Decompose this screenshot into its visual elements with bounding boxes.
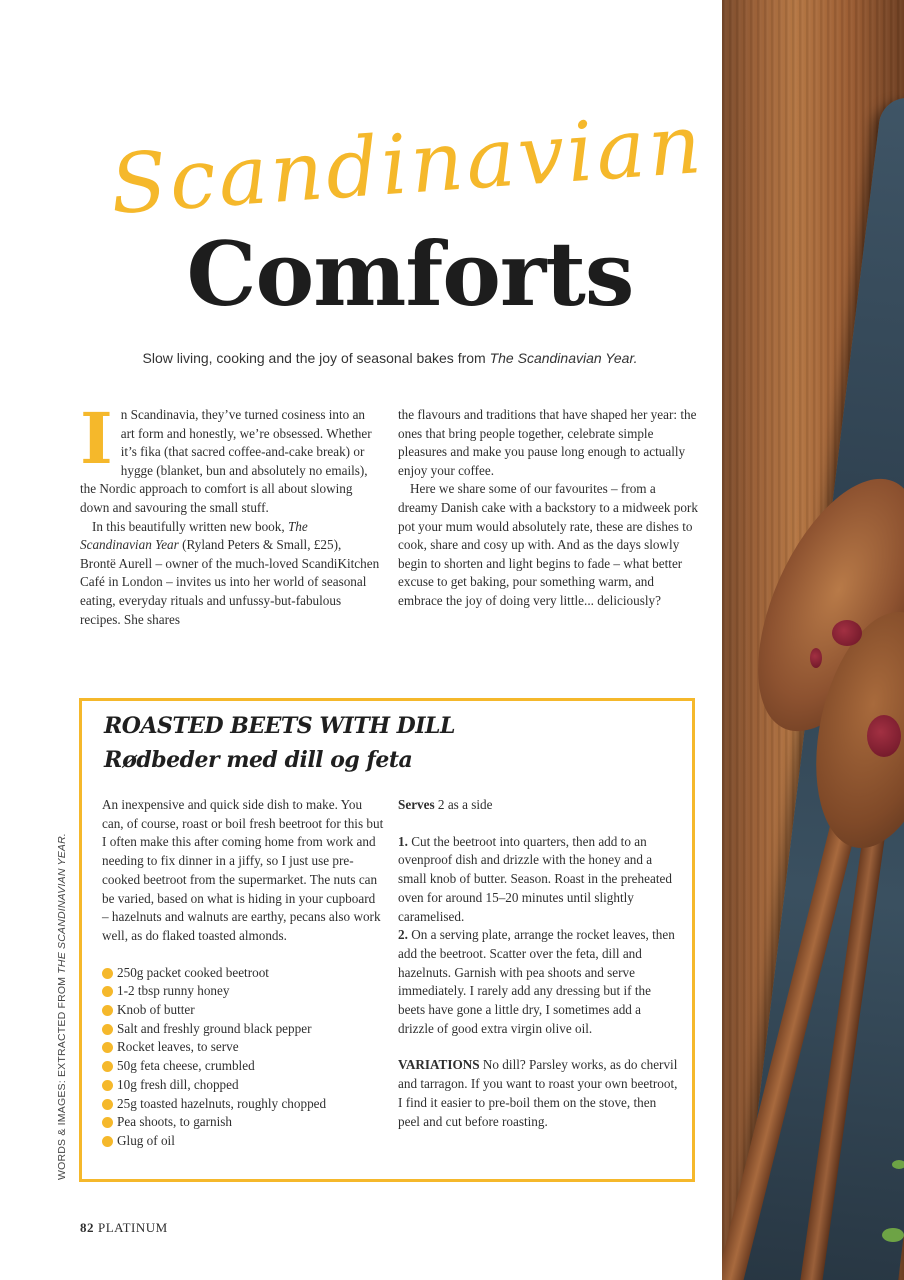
ingredient-list [102, 964, 384, 1151]
beet-stain [867, 715, 901, 757]
serves-value: 2 as a side [434, 797, 493, 812]
beet-stain [810, 648, 822, 668]
credit-book-title: THE SCANDINAVIAN YEAR. [56, 832, 68, 974]
recipe-subtitle: Rødbeder med dill og feta [104, 747, 413, 773]
intro-column-right [398, 406, 698, 611]
method-step-1 [398, 833, 680, 927]
pea-shoot-leaf [882, 1228, 904, 1242]
ingredient-item: Pea shoots, to garnish [102, 1113, 384, 1132]
intro-paragraph-1: In Scandinavia, they’ve turned cosiness into an art form and honestly, we’re obsessed. Whether it’s fika (that sacred coffee-and-cake break) or hygge (blanket, bun and absolutely no emails), the Nordic approach to comfort is all about slowing down and savouring the small stuff. [80, 397, 372, 515]
step-number: 1. [398, 833, 408, 849]
serves-line [398, 796, 680, 815]
method-step-2 [398, 926, 680, 1038]
intro-paragraph-2: In this beautifully written new book, The Scandinavian Year (Ryland Peters & Small, £25), Brontë Aurell – owner of the much-loved ScandiKitchen Café in London – invites us into her world of seasonal eating, everyday rituals and unfussy-but-fabulous recipes. She shares [80, 518, 380, 627]
intro-paragraph-2-cont: the flavours and traditions that have shaped her year: the ones that bring people together, celebrate simple pleasures and make you pause long enough to actually enjoy your coffee. [398, 407, 697, 478]
step-number: 2. [398, 927, 408, 943]
standfirst-text: Slow living, cooking and the joy of seasonal bakes from [142, 350, 490, 366]
image-credit [56, 833, 68, 1180]
ingredient-item: 1-2 tbsp runny honey [102, 982, 384, 1001]
recipe-description: An inexpensive and quick side dish to make. You can, of course, roast or boil fresh beetroot for this but I often make this after coming home from work and needing to fix dinner in a jiffy, so I just use pre-cooked beetroot from the supermarket. The nuts can be varied, based on what is hiding in your cupboard – hazelnuts and walnuts are earthy, pecans also work well, as do flaked toasted almonds. [102, 797, 384, 943]
ingredient-item: Rocket leaves, to serve [102, 1038, 384, 1057]
magazine-name: PLATINUM [98, 1220, 168, 1235]
pea-shoot-leaf [892, 1160, 904, 1169]
recipe-title: ROASTED BEETS WITH DILL [104, 713, 455, 739]
intro-column-left [80, 397, 380, 629]
variations-label: VARIATIONS [398, 1057, 480, 1073]
recipe-right-column [398, 796, 680, 1149]
variations-text: No dill? Parsley works, as do chervil and tarragon. If you want to roast your own beetroot, I find it easier to pre-boil them on the stove, then peel and cut before roasting. [398, 1057, 678, 1129]
standfirst [80, 350, 700, 366]
serves-label: Serves [398, 797, 435, 812]
intro-paragraph-3: Here we share some of our favourites – from a dreamy Danish cake with a backstory to a midweek pork pot your mum would absolutely rate, these are dishes to cook, share and cosy up with. And as the days slowly begin to shorten and light begins to fade – what better excuse to get baking, pour something warm, and embrace the joy of doing very little... deliciously? [398, 481, 698, 608]
headline-script: Scandinavian [107, 96, 708, 234]
headline-main: Comforts [186, 222, 634, 326]
variations [398, 1056, 680, 1131]
ingredient-item: 25g toasted hazelnuts, roughly chopped [102, 1095, 384, 1114]
ingredient-item: Glug of oil [102, 1132, 384, 1151]
food-photo [722, 0, 904, 1280]
ingredient-item: Knob of butter [102, 1001, 384, 1020]
recipe-box [79, 698, 695, 1182]
step-text: Cut the beetroot into quarters, then add to an ovenproof dish and drizzle with the honey and a small knob of butter. Season. Roast in the preheated oven for around 15–20 minutes until slightly caramelised. [398, 833, 672, 924]
recipe-left-column [102, 796, 384, 1151]
standfirst-book-title: The Scandinavian Year. [489, 350, 638, 366]
beet-stain [832, 620, 862, 646]
drop-cap: I [80, 397, 113, 480]
ingredient-item: 250g packet cooked beetroot [102, 964, 384, 983]
credit-text: WORDS & IMAGES: EXTRACTED FROM [56, 973, 68, 1180]
step-text: On a serving plate, arrange the rocket leaves, then add the beetroot. Scatter over the feta, dill and hazelnuts. Garnish with pea shoots and serve immediately. I rarely add any dressing but if the beets have gone a little dry, I sometimes add a drizzle of good extra virgin olive oil. [398, 927, 675, 1036]
ingredient-item: 10g fresh dill, chopped [102, 1076, 384, 1095]
page-number: 82 [80, 1220, 94, 1235]
ingredient-item: 50g feta cheese, crumbled [102, 1057, 384, 1076]
ingredient-item: Salt and freshly ground black pepper [102, 1020, 384, 1039]
page-folio [80, 1220, 168, 1236]
